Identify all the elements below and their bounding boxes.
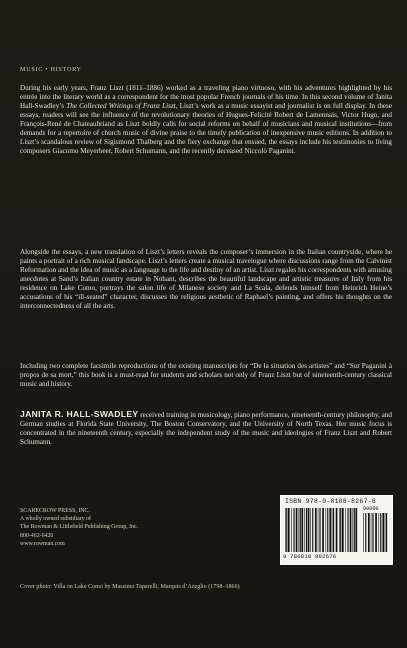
barcode-bar	[345, 508, 346, 552]
author-bio	[20, 410, 392, 447]
barcode-bar	[322, 508, 324, 552]
barcode-bar	[372, 513, 373, 552]
barcode-digits: 9 780810 882676	[283, 553, 337, 560]
barcode-bar	[355, 508, 357, 552]
barcode-bar	[329, 508, 331, 552]
barcode-bar	[327, 508, 328, 552]
description-paragraph-3: Including two complete facsimile reproductions of the existing manuscripts for “De la situation des artistes” and “Sur Paganini à propos de sa mort,” this book is a must-read for students and scholars not only of Franz Liszt but of nineteenth-century classical music and history.	[20, 362, 392, 389]
barcode-bar	[336, 508, 338, 552]
ean-barcode-bars	[285, 508, 359, 552]
barcode-bar	[315, 508, 317, 552]
barcode-bar	[293, 508, 294, 552]
barcode-bar	[339, 508, 340, 552]
barcode-bar	[306, 508, 307, 552]
barcode-bar	[326, 508, 327, 552]
barcode-bar	[300, 508, 301, 552]
barcode-bar	[299, 508, 300, 552]
publisher-name: SCARECROW PRESS, INC.	[20, 508, 90, 514]
barcode-bar	[308, 508, 310, 552]
paragraph-1-text-b: Liszt’s work as a music essayist and journalist is on full display. In these essays, readers will see the influence of the revolutionary theories of Hugues-Felicité Robert de Lamennais, Victor Hugo, and François-René de Chateaubriand as Liszt boldly calls for social reforms on behalf of musicians and musical institutions—from demands for a repertoire of church music of divine praise to the timely publication of inexpensive music editions. In addition to Liszt’s scandalous review of Sigismond Thalberg and the fiery exchange that ensued, the essays include his testimonies to living composers Giacomo Meyerbeer, Robert Schumann, and the recently deceased Niccolò Paganini.	[20, 102, 393, 156]
barcode-bar	[354, 508, 355, 552]
publisher-parent: The Rowman & Littlefield Publishing Group, Inc.	[20, 524, 139, 531]
barcode-bar	[342, 508, 344, 552]
barcode-bar	[350, 508, 352, 552]
publisher-phone: 800-462-6420	[20, 532, 54, 539]
barcode-bar	[286, 508, 287, 552]
publisher-subsidiary: A wholly owned subsidiary of	[20, 516, 92, 523]
barcode-bar	[371, 513, 372, 552]
barcode-bar	[382, 513, 384, 552]
barcode-bar	[310, 508, 311, 552]
barcode-bar	[291, 508, 292, 552]
barcode-bar	[375, 513, 377, 552]
barcode-bar	[288, 508, 290, 552]
barcode-bar	[319, 508, 320, 552]
barcode-bar	[340, 508, 341, 552]
isbn-barcode	[280, 495, 393, 565]
publisher-info	[20, 507, 138, 548]
barcode-bar	[333, 508, 334, 552]
paragraph-1-text-a: During his early years, Franz Liszt (1811–1886) worked as a traveling piano virtuoso, with his adventures highlighted by his entrée into the literary world as a correspondent for the most popular French journals of his time. In this second volume of Janita Hall-Swadley’s	[20, 84, 392, 111]
barcode-bar	[304, 508, 305, 552]
isbn-number: ISBN 978-0-8108-8267-6	[285, 498, 376, 505]
barcode-bar	[363, 513, 364, 552]
barcode-bar	[379, 513, 380, 552]
barcode-bar	[296, 508, 298, 552]
barcode-bar	[332, 508, 333, 552]
barcode-bar	[385, 513, 386, 552]
price-addon-number: 90000	[363, 506, 379, 512]
addon-barcode-bars	[363, 513, 388, 552]
barcode-bar	[312, 508, 313, 552]
barcode-bar	[347, 508, 348, 552]
category-label: MUSIC • HISTORY	[20, 66, 82, 73]
barcode-bar	[365, 513, 366, 552]
author-bio-text: received training in musicology, piano performance, nineteenth-century philosophy, and German studies at Florida State University, The Boston Conservatory, and the University of North Texas. Her music focus is concentrated in the nineteenth century, especially the independent study of the music and ideologies of Franz Liszt and Robert Schumann.	[20, 411, 392, 447]
publisher-website: www.rowman.com	[20, 540, 65, 547]
description-paragraph-2: Alongside the essays, a new translation of Liszt’s letters reveals the composer’s immersion in the Italian countryside, where he paints a portrait of a rich musical landscape. Liszt’s letters create a musical travelogue where discussions range from the Calvinist Reformation and the idea of music as a language to the life and destiny of an artist. Liszt regales his correspondents with amusing anecdotes at Sand’s Italian country estate in Nohant, describes the beautiful landscape and artistic treasures of Italy from his residence on Lake Como, portrays the salon life of Milanese society and La Scala, defends himself from Heinrich Heine’s accusations of his “ill-seated” character, discusses the religious aesthetic of Raphael’s painting, and offers his thoughts on the interconnectedness of all the arts.	[20, 248, 392, 311]
barcode-bar	[386, 513, 387, 552]
cover-photo-credit: Cover photo: Villa on Lake Como by Massimo Taparelli, Marquis d’Azeglio (1798–1866)	[20, 584, 240, 590]
barcode-bar	[353, 508, 354, 552]
barcode-bar	[318, 508, 319, 552]
barcode-bar	[285, 508, 286, 552]
author-name: JANITA R. HALL-SWADLEY	[20, 409, 139, 419]
barcode-bar	[301, 508, 303, 552]
barcode-bar	[380, 513, 381, 552]
description-paragraph-1	[20, 84, 392, 156]
barcode-bar	[368, 513, 370, 552]
book-title: The Collected Writings of Franz Liszt,	[66, 102, 178, 111]
